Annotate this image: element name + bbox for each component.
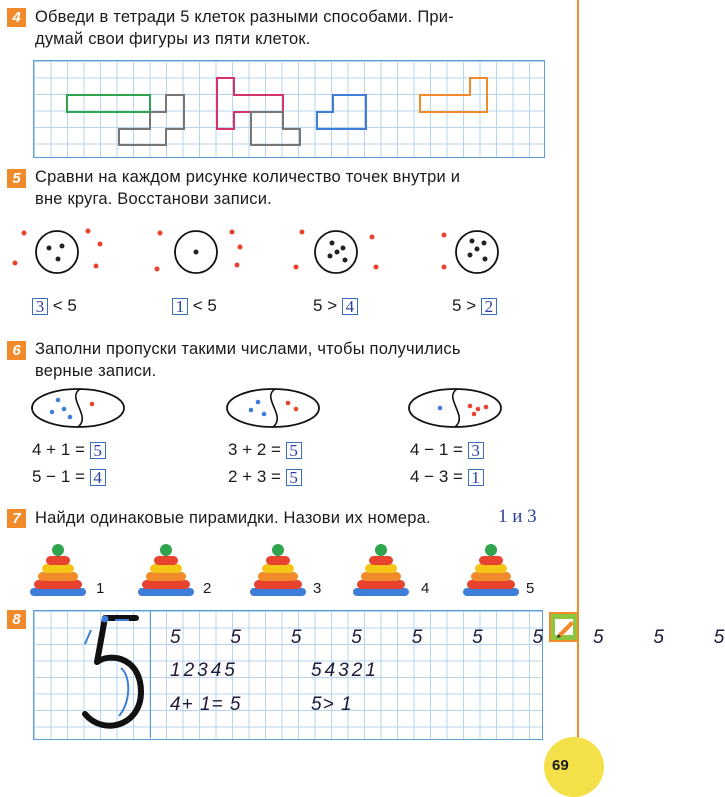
circle-group-3 bbox=[294, 230, 379, 274]
task-8-row-3b: 5> 1 bbox=[311, 694, 353, 715]
task-5-line1: Сравни на каждом рисунке количество точек внутри и bbox=[35, 168, 461, 186]
circle-group-4 bbox=[442, 231, 499, 273]
equation: 4 − 3 = bbox=[410, 467, 463, 486]
pyramid-label-5: 5 bbox=[526, 580, 535, 597]
task-8-row-2a: 12345 bbox=[170, 660, 238, 681]
answer-box: 1 bbox=[468, 469, 484, 486]
digit: 5 bbox=[290, 627, 303, 648]
comparison-value: 5 bbox=[67, 296, 77, 315]
page-number: 69 bbox=[552, 757, 569, 774]
task-5-record-3 bbox=[313, 296, 358, 316]
comparison-value: 5 bbox=[207, 296, 217, 315]
task-6-text bbox=[35, 338, 555, 382]
equation: 4 + 1 = bbox=[32, 440, 85, 459]
blue-figure bbox=[317, 95, 366, 129]
task-4-grid bbox=[33, 60, 545, 158]
pyramid-3 bbox=[250, 544, 306, 596]
pyramid-label-1: 1 bbox=[96, 580, 105, 597]
circle-group-1 bbox=[13, 229, 103, 274]
comparison-sign: < bbox=[192, 296, 203, 315]
green-figure bbox=[67, 95, 150, 112]
task-8-sample-cell bbox=[33, 610, 151, 738]
task-5-record-1 bbox=[32, 296, 77, 316]
task-6-g2-line1 bbox=[228, 440, 302, 460]
grey-figure-left bbox=[119, 95, 184, 145]
task-6-g1-line2 bbox=[32, 467, 106, 487]
task-5-record-2 bbox=[172, 296, 217, 316]
digit: 5 bbox=[170, 627, 182, 648]
grey-figure-right bbox=[251, 112, 300, 145]
task-6-g2-line2 bbox=[228, 467, 302, 487]
task-5-line2: вне круга. Восстанови записи. bbox=[35, 190, 272, 208]
equation: 4 − 1 = bbox=[410, 440, 463, 459]
answer-box: 5 bbox=[286, 469, 302, 486]
comparison-sign: > bbox=[466, 296, 477, 315]
answer-box: 3 bbox=[468, 442, 484, 459]
task-8-row-3a: 4+ 1= 5 bbox=[170, 694, 242, 715]
task-4-figures bbox=[34, 61, 544, 157]
page-margin-line bbox=[577, 0, 579, 789]
task-6-g1-line1 bbox=[32, 440, 106, 460]
pyramid-2 bbox=[138, 544, 194, 596]
big-digit-5 bbox=[33, 610, 151, 738]
task-6-ovals bbox=[0, 386, 560, 434]
task-5-record-4 bbox=[452, 296, 497, 316]
answer-box: 4 bbox=[90, 469, 106, 486]
answer-box: 5 bbox=[286, 442, 302, 459]
oval-3 bbox=[409, 389, 501, 427]
comparison-value: 5 bbox=[313, 296, 323, 315]
task-4-text bbox=[35, 6, 555, 50]
equation: 5 − 1 = bbox=[32, 467, 85, 486]
answer-box: 3 bbox=[32, 298, 48, 315]
circle-group-2 bbox=[155, 230, 243, 274]
pyramid-label-4: 4 bbox=[421, 580, 430, 597]
task-5-text bbox=[35, 166, 555, 210]
comparison-sign: < bbox=[52, 296, 63, 315]
orange-figure bbox=[420, 78, 487, 112]
task-8-row-2b: 54321 bbox=[311, 660, 379, 681]
task-5-circles bbox=[0, 215, 560, 290]
comparison-value: 5 bbox=[452, 296, 462, 315]
task-6-line1: Заполни пропуски такими числами, чтобы получились bbox=[35, 340, 461, 358]
task-6-line2: верные записи. bbox=[35, 362, 157, 380]
pencil-notebook-icon bbox=[549, 612, 579, 642]
task-4-line1: Обведи в тетради 5 клеток разными способами. При- bbox=[35, 8, 454, 26]
oval-2 bbox=[227, 389, 319, 427]
digit: 5 bbox=[472, 627, 484, 648]
digit: 5 bbox=[592, 627, 605, 648]
comparison-sign: > bbox=[327, 296, 338, 315]
pyramid-1 bbox=[30, 544, 86, 596]
answer-box: 5 bbox=[90, 442, 106, 459]
digit: 5 bbox=[411, 627, 424, 648]
pyramid-label-2: 2 bbox=[203, 580, 212, 597]
digit: 5 bbox=[653, 627, 665, 648]
task-number-8: 8 bbox=[7, 610, 26, 629]
pyramid-5 bbox=[463, 544, 519, 596]
task-7-answer: 1 и 3 bbox=[498, 506, 537, 527]
digit: 5 bbox=[532, 627, 545, 648]
equation: 2 + 3 = bbox=[228, 467, 281, 486]
equation: 3 + 2 = bbox=[228, 440, 281, 459]
task-7-pyramids bbox=[0, 540, 560, 602]
digit: 5 bbox=[351, 627, 363, 648]
pyramid-label-3: 3 bbox=[313, 580, 322, 597]
answer-box: 4 bbox=[342, 298, 358, 315]
task-number-7: 7 bbox=[7, 509, 26, 528]
answer-box: 2 bbox=[481, 298, 497, 315]
task-6-g3-line2 bbox=[410, 467, 484, 487]
digit: 5 bbox=[713, 627, 725, 648]
task-7-text: Найди одинаковые пирамидки. Назови их номера. bbox=[35, 509, 431, 527]
task-number-4: 4 bbox=[7, 8, 26, 27]
answer-box: 1 bbox=[172, 298, 188, 315]
task-8-row-1 bbox=[170, 627, 725, 649]
digit: 5 bbox=[230, 627, 242, 648]
task-number-6: 6 bbox=[7, 341, 26, 360]
pyramid-4 bbox=[353, 544, 409, 596]
task-number-5: 5 bbox=[7, 169, 26, 188]
oval-1 bbox=[32, 389, 124, 427]
task-6-g3-line1 bbox=[410, 440, 484, 460]
task-4-line2: думай свои фигуры из пяти клеток. bbox=[35, 30, 311, 48]
